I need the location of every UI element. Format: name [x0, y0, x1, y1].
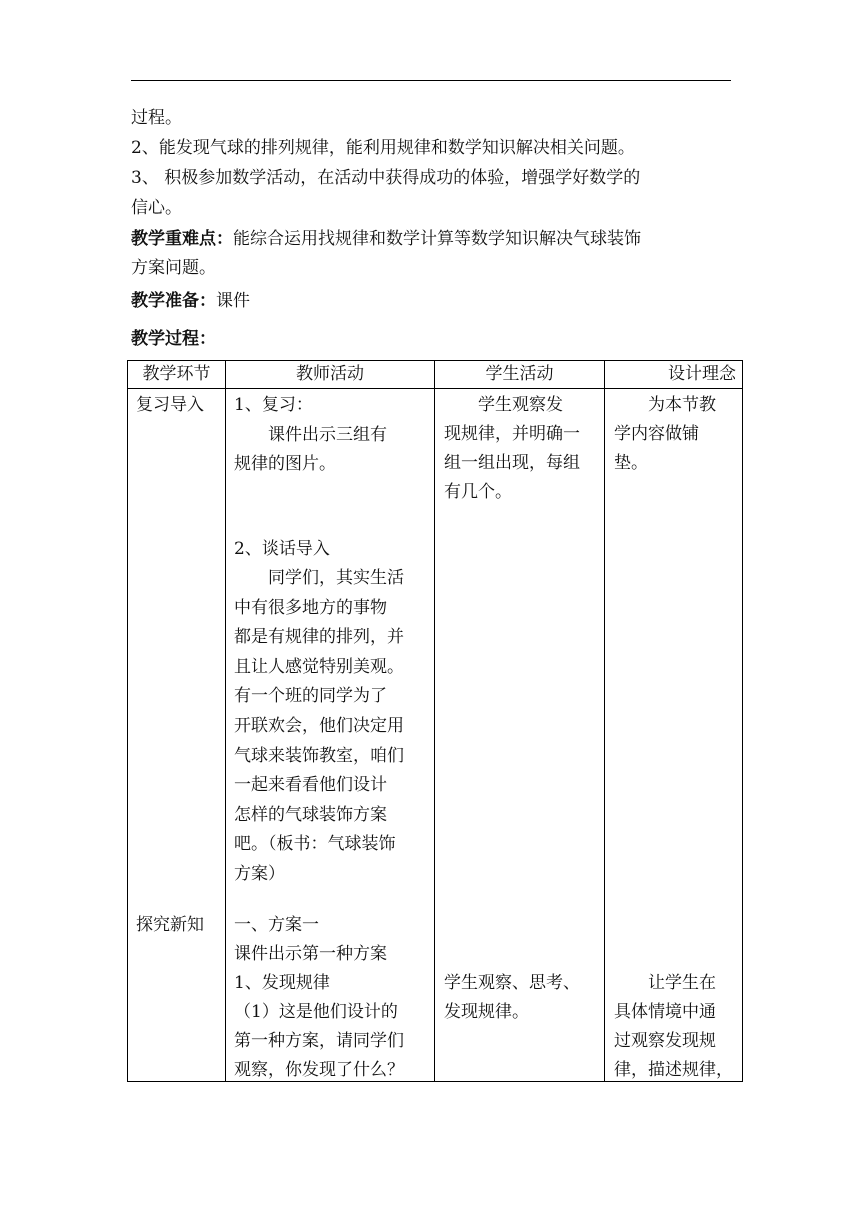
design-review: 为本节教 学内容做铺 垫。	[614, 395, 716, 473]
key-points-cont: 方案问题。	[131, 258, 216, 278]
preparation-text: 课件	[216, 291, 250, 311]
key-points-text: 能综合运用找规律和数学计算等数学知识解决气球装饰	[233, 229, 641, 249]
student-explore: 学生观察、思考、 发现规律。	[444, 973, 580, 1022]
teacher-talk-body: 同学们，其实生活 中有很多地方的事物 都是有规律的排列，并 且让人感觉特别美观。 有一个班的同学为了 开联欢会，他们决定用 气球来装饰教室，咱们 一起来看看他们设计 怎样的气球装饰方案 吧。（板书：气球装饰 方案）	[234, 568, 404, 884]
preparation-label: 教学准备：	[131, 291, 216, 311]
objective-3: 3、 积极参加数学活动，在活动中获得成功的体验，增强学好数学的	[131, 168, 641, 188]
process-heading	[131, 325, 731, 353]
header-divider	[128, 388, 742, 389]
objective-2: 2、能发现气球的排列规律，能利用规律和数学知识解决相关问题。	[131, 138, 635, 158]
teacher-talk-title: 2、谈话导入	[234, 539, 330, 559]
teacher-plan-one: 一、方案一 课件出示第一种方案 1、发现规律 （1）这是他们设计的 第一种方案，请同学们 观察，你发现了什么？	[234, 915, 404, 1080]
header-teacher: 教师活动	[296, 364, 364, 384]
key-points-label: 教学重难点：	[131, 229, 233, 249]
col-divider	[434, 361, 435, 1081]
header-design: 设计理念	[668, 364, 736, 384]
header-rule	[131, 80, 731, 81]
student-review: 学生观察发 现规律，并明确一 组一组出现，每组 有几个。	[444, 395, 580, 502]
objective-3-cont: 信心。	[131, 198, 182, 218]
col-divider	[225, 361, 226, 1081]
teacher-review-body: 课件出示三组有 规律的图片。	[234, 425, 387, 474]
header-student: 学生活动	[485, 364, 554, 384]
key-points	[131, 225, 731, 253]
stage-explore: 探究新知	[136, 915, 204, 935]
teacher-review-title: 1、复习：	[234, 395, 313, 415]
preparation	[131, 287, 731, 315]
intro-line-1: 过程。	[131, 108, 182, 128]
stage-review: 复习导入	[136, 395, 204, 415]
header-stage: 教学环节	[142, 364, 211, 384]
col-divider	[604, 361, 605, 1081]
process-label: 教学过程：	[131, 329, 216, 349]
design-explore: 让学生在 具体情境中通 过观察发现规 律，描述规律，	[614, 973, 733, 1080]
lesson-table	[127, 360, 743, 1082]
